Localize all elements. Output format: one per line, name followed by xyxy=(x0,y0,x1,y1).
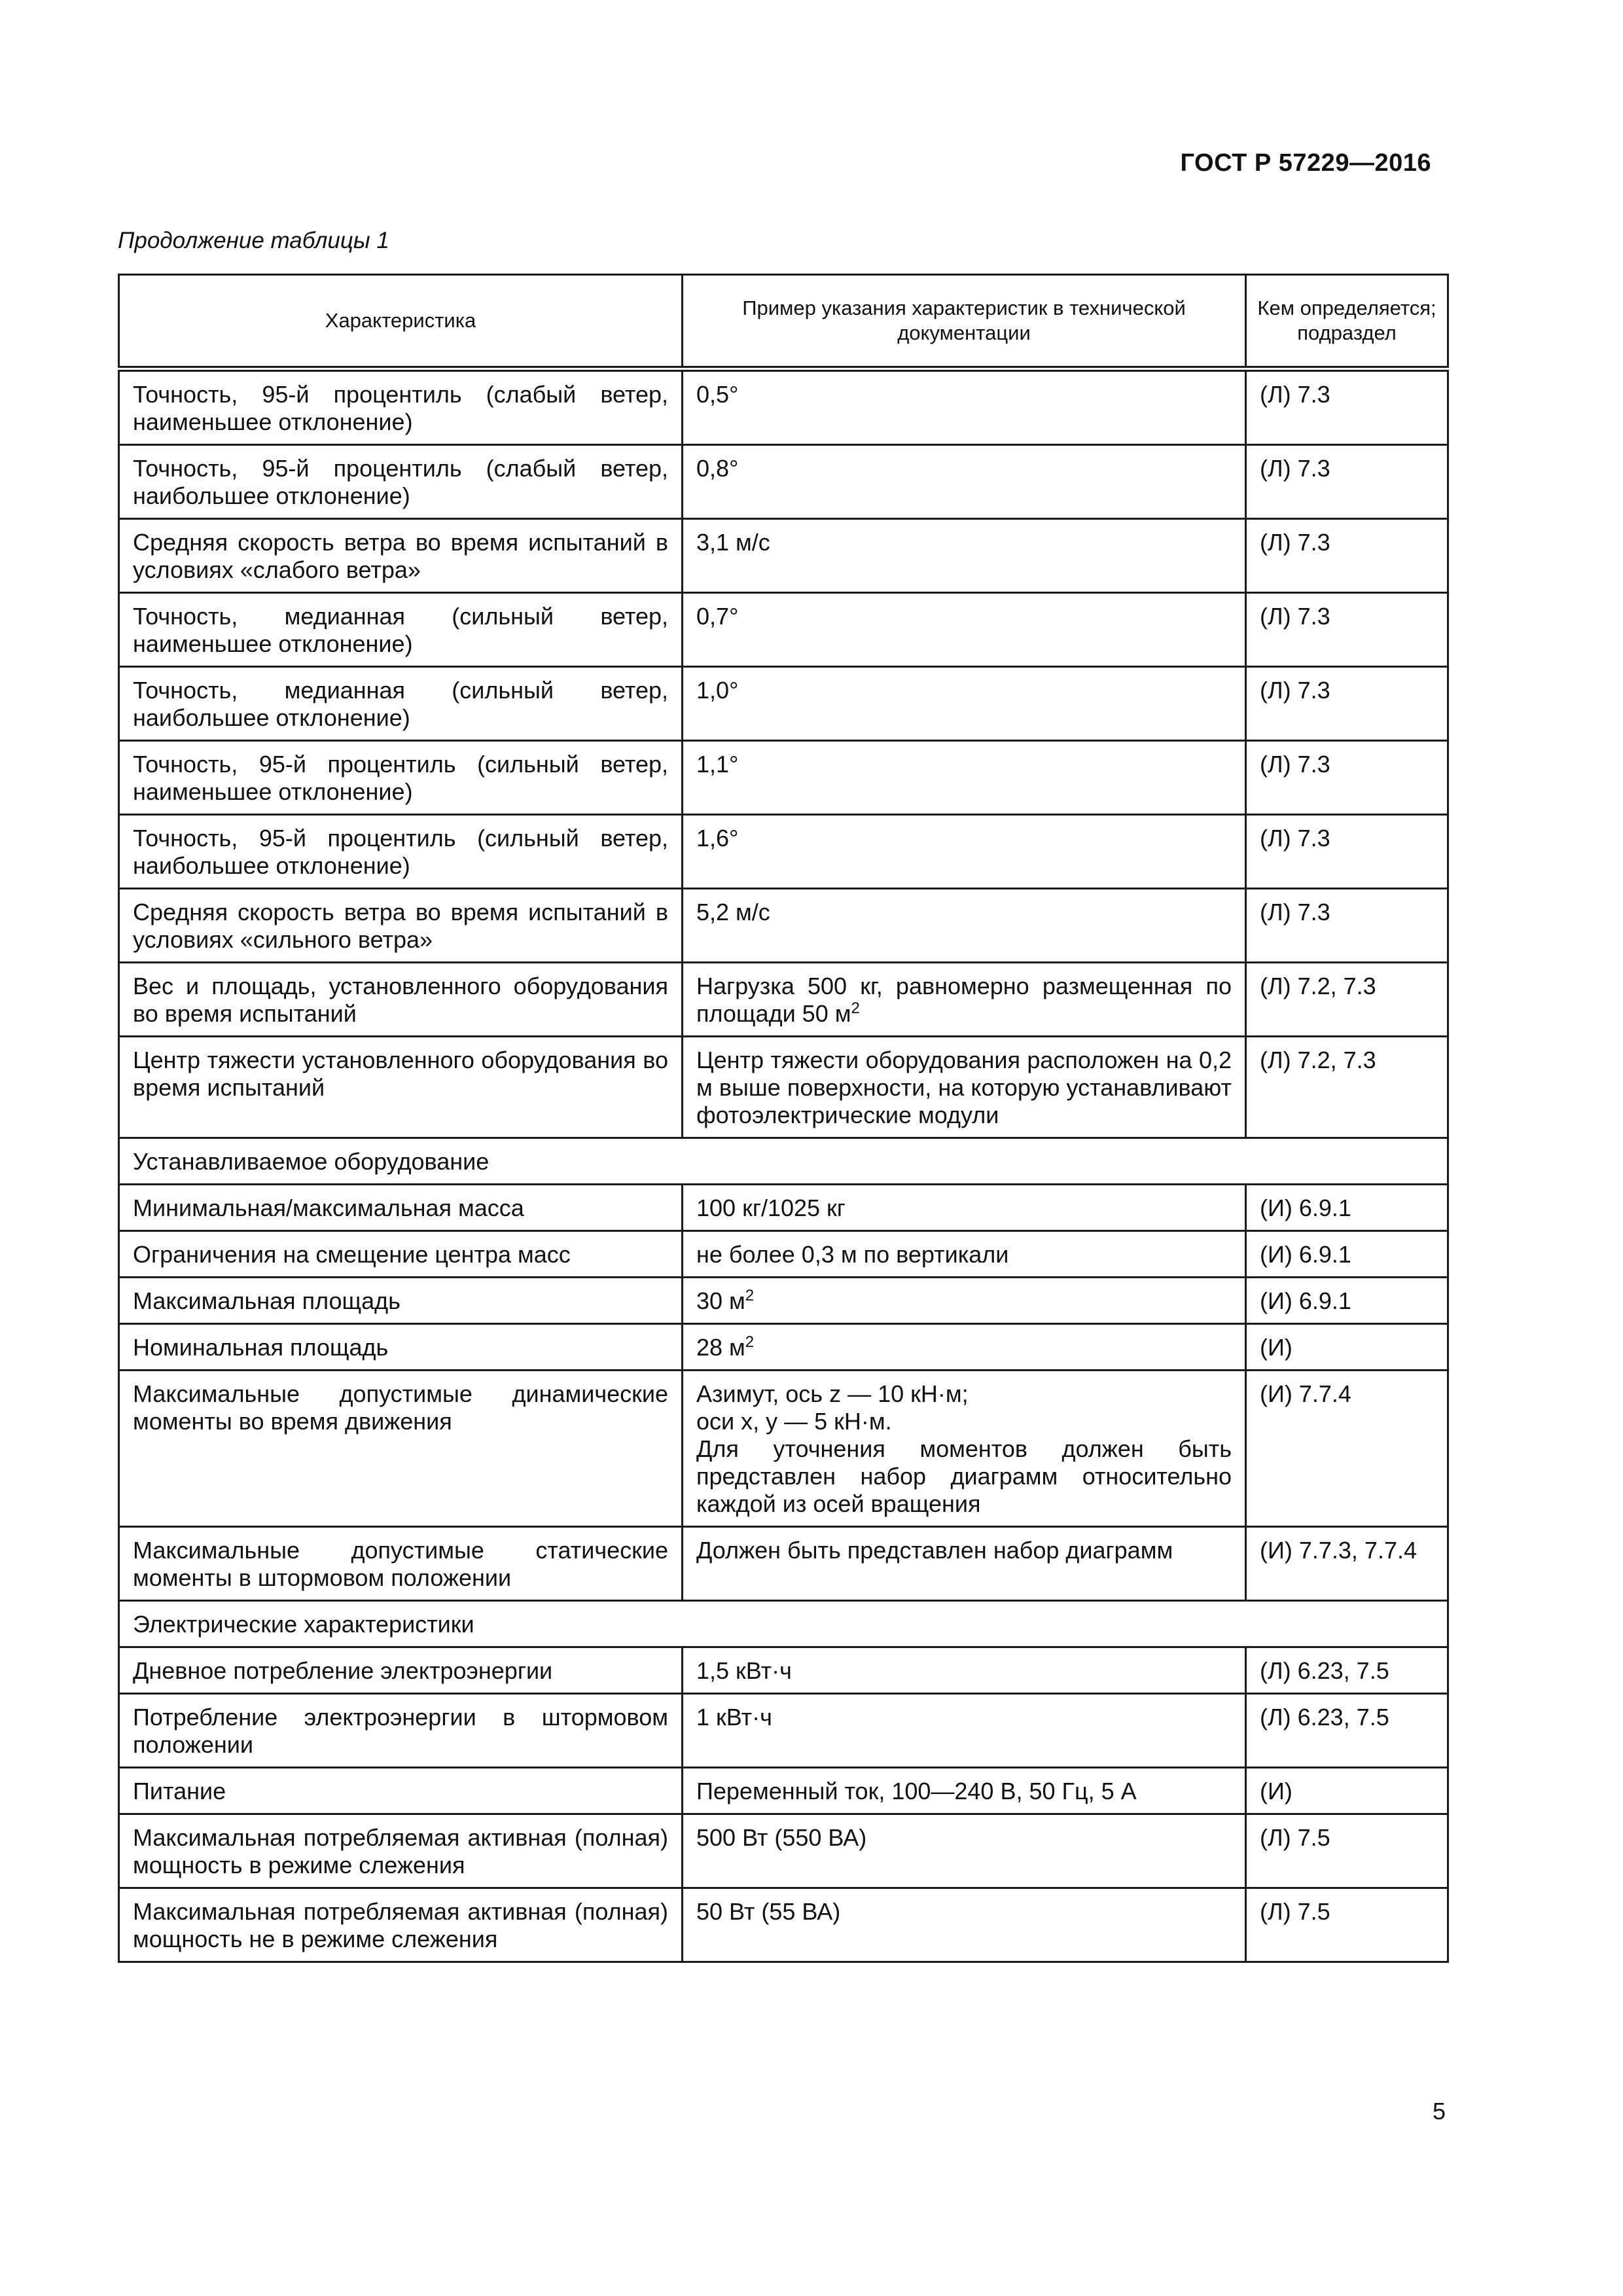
characteristic-cell: Точность, 95-й процентиль (слабый ветер, наименьшее отклонение) xyxy=(119,369,683,445)
table-row xyxy=(119,667,1448,741)
example-cell xyxy=(683,593,1246,667)
example-cell xyxy=(683,1278,1246,1324)
example-text: 28 м xyxy=(696,1334,745,1361)
table-row xyxy=(119,1527,1448,1601)
document-code: ГОСТ Р 57229—2016 xyxy=(1180,149,1431,177)
table-row xyxy=(119,963,1448,1037)
source-cell: (И) 7.7.3, 7.7.4 xyxy=(1246,1527,1448,1601)
table-row xyxy=(119,1324,1448,1371)
table-row xyxy=(119,1231,1448,1278)
example-text: 5,2 м/с xyxy=(696,899,770,925)
source-cell: (Л) 7.5 xyxy=(1246,1888,1448,1962)
example-text: 1,5 кВт·ч xyxy=(696,1657,792,1684)
characteristic-cell: Максимальная площадь xyxy=(119,1278,683,1324)
example-text: 0,7° xyxy=(696,603,739,630)
section-title: Электрические характеристики xyxy=(119,1601,1448,1647)
source-cell: (Л) 7.3 xyxy=(1246,889,1448,963)
source-cell: (И) 7.7.4 xyxy=(1246,1371,1448,1527)
table-row xyxy=(119,593,1448,667)
section-row xyxy=(119,1601,1448,1647)
superscript: 2 xyxy=(851,999,860,1017)
characteristic-cell: Номинальная площадь xyxy=(119,1324,683,1371)
example-cell xyxy=(683,519,1246,593)
example-cell xyxy=(683,1888,1246,1962)
table-row xyxy=(119,1185,1448,1231)
source-cell: (И) 6.9.1 xyxy=(1246,1185,1448,1231)
characteristic-cell: Максимальные допустимые динамические моменты во время движения xyxy=(119,1371,683,1527)
example-cell xyxy=(683,445,1246,519)
characteristic-cell: Минимальная/максимальная масса xyxy=(119,1185,683,1231)
example-cell xyxy=(683,667,1246,741)
table-row xyxy=(119,519,1448,593)
characteristic-cell: Центр тяжести установленного оборудования во время испытаний xyxy=(119,1037,683,1138)
example-cell xyxy=(683,815,1246,889)
section-title: Устанавливаемое оборудование xyxy=(119,1138,1448,1185)
example-text: 100 кг/1025 кг xyxy=(696,1194,846,1221)
characteristic-cell: Потребление электроэнергии в штормовом положении xyxy=(119,1694,683,1768)
table-caption: Продолжение таблицы 1 xyxy=(118,228,389,253)
source-cell: (И) xyxy=(1246,1768,1448,1814)
table-row xyxy=(119,1768,1448,1814)
example-line: Азимут, ось z — 10 кН·м; xyxy=(696,1380,969,1407)
page-number: 5 xyxy=(1432,2098,1446,2125)
source-cell: (Л) 7.3 xyxy=(1246,815,1448,889)
table-row xyxy=(119,741,1448,815)
table-row xyxy=(119,815,1448,889)
characteristic-cell: Питание xyxy=(119,1768,683,1814)
characteristic-cell: Точность, 95-й процентиль (слабый ветер, наибольшее отклонение) xyxy=(119,445,683,519)
source-cell: (Л) 7.3 xyxy=(1246,445,1448,519)
characteristic-cell: Максимальная потребляемая активная (полная) мощность не в режиме слежения xyxy=(119,1888,683,1962)
example-text: 50 Вт (55 ВА) xyxy=(696,1898,841,1925)
source-cell: (И) 6.9.1 xyxy=(1246,1231,1448,1278)
table-row xyxy=(119,445,1448,519)
characteristic-cell: Максимальные допустимые статические моменты в штормовом положении xyxy=(119,1527,683,1601)
characteristic-cell: Точность, медианная (сильный ветер, наибольшее отклонение) xyxy=(119,667,683,741)
example-line: Для уточнения моментов должен быть представлен набор диаграмм относительно каждой из осей вращения xyxy=(696,1435,1232,1517)
example-text: 30 м xyxy=(696,1287,745,1314)
source-cell: (Л) 6.23, 7.5 xyxy=(1246,1647,1448,1694)
example-line: оси x, y — 5 кН·м. xyxy=(696,1408,892,1435)
source-cell: (Л) 7.2, 7.3 xyxy=(1246,963,1448,1037)
table-row xyxy=(119,1037,1448,1138)
source-cell: (Л) 7.3 xyxy=(1246,593,1448,667)
table-body xyxy=(119,369,1448,1962)
source-cell: (И) 6.9.1 xyxy=(1246,1278,1448,1324)
example-text: 1,6° xyxy=(696,825,739,852)
example-cell xyxy=(683,1527,1246,1601)
characteristics-table xyxy=(118,274,1449,1963)
example-text: не более 0,3 м по вертикали xyxy=(696,1241,1009,1268)
source-cell: (Л) 7.3 xyxy=(1246,741,1448,815)
example-cell xyxy=(683,1324,1246,1371)
column-header-source: Кем определяется; подраздел xyxy=(1246,275,1448,369)
table-row xyxy=(119,889,1448,963)
table-header xyxy=(119,275,1448,369)
example-cell xyxy=(683,1185,1246,1231)
example-text: 500 Вт (550 ВА) xyxy=(696,1824,867,1851)
example-cell xyxy=(683,1231,1246,1278)
example-text: 0,5° xyxy=(696,381,739,408)
characteristic-cell: Вес и площадь, установленного оборудования во время испытаний xyxy=(119,963,683,1037)
example-text: 1,1° xyxy=(696,751,739,778)
example-cell xyxy=(683,1768,1246,1814)
example-cell xyxy=(683,889,1246,963)
example-text: Должен быть представлен набор диаграмм xyxy=(696,1537,1173,1564)
characteristic-cell: Дневное потребление электроэнергии xyxy=(119,1647,683,1694)
characteristic-cell: Ограничения на смещение центра масс xyxy=(119,1231,683,1278)
source-cell: (Л) 7.5 xyxy=(1246,1814,1448,1888)
example-cell xyxy=(683,1647,1246,1694)
source-cell: (И) xyxy=(1246,1324,1448,1371)
table-row xyxy=(119,1278,1448,1324)
column-header-example: Пример указания характеристик в технической документации xyxy=(683,275,1246,369)
example-text: 3,1 м/с xyxy=(696,529,770,556)
table-row xyxy=(119,1371,1448,1527)
example-text: 1,0° xyxy=(696,677,739,704)
table-row xyxy=(119,1694,1448,1768)
example-cell xyxy=(683,1371,1246,1527)
characteristic-cell: Точность, медианная (сильный ветер, наименьшее отклонение) xyxy=(119,593,683,667)
example-text: 1 кВт·ч xyxy=(696,1704,772,1731)
example-cell xyxy=(683,1694,1246,1768)
characteristic-cell: Максимальная потребляемая активная (полная) мощность в режиме слежения xyxy=(119,1814,683,1888)
column-header-characteristic: Характеристика xyxy=(119,275,683,369)
table-row xyxy=(119,1647,1448,1694)
example-text: Центр тяжести оборудования расположен на 0,2 м выше поверхности, на которую устанавливают фотоэлектрические модули xyxy=(696,1047,1232,1128)
superscript: 2 xyxy=(745,1287,755,1304)
characteristic-cell: Точность, 95-й процентиль (сильный ветер, наименьшее отклонение) xyxy=(119,741,683,815)
characteristic-cell: Средняя скорость ветра во время испытаний в условиях «слабого ветра» xyxy=(119,519,683,593)
characteristic-cell: Средняя скорость ветра во время испытаний в условиях «сильного ветра» xyxy=(119,889,683,963)
example-cell xyxy=(683,369,1246,445)
example-cell xyxy=(683,1814,1246,1888)
table-row xyxy=(119,1814,1448,1888)
example-cell xyxy=(683,1037,1246,1138)
characteristic-cell: Точность, 95-й процентиль (сильный ветер, наибольшее отклонение) xyxy=(119,815,683,889)
example-text: Нагрузка 500 кг, равномерно размещенная по площади 50 м xyxy=(696,973,1232,1027)
source-cell: (Л) 7.2, 7.3 xyxy=(1246,1037,1448,1138)
example-text: Переменный ток, 100—240 В, 50 Гц, 5 А xyxy=(696,1778,1137,1804)
source-cell: (Л) 7.3 xyxy=(1246,519,1448,593)
table-row xyxy=(119,1888,1448,1962)
source-cell: (Л) 6.23, 7.5 xyxy=(1246,1694,1448,1768)
table-row xyxy=(119,369,1448,445)
example-cell xyxy=(683,963,1246,1037)
source-cell: (Л) 7.3 xyxy=(1246,667,1448,741)
table-header-row xyxy=(119,275,1448,369)
source-cell: (Л) 7.3 xyxy=(1246,369,1448,445)
superscript: 2 xyxy=(745,1333,755,1351)
section-row xyxy=(119,1138,1448,1185)
example-cell xyxy=(683,741,1246,815)
example-text: 0,8° xyxy=(696,455,739,482)
